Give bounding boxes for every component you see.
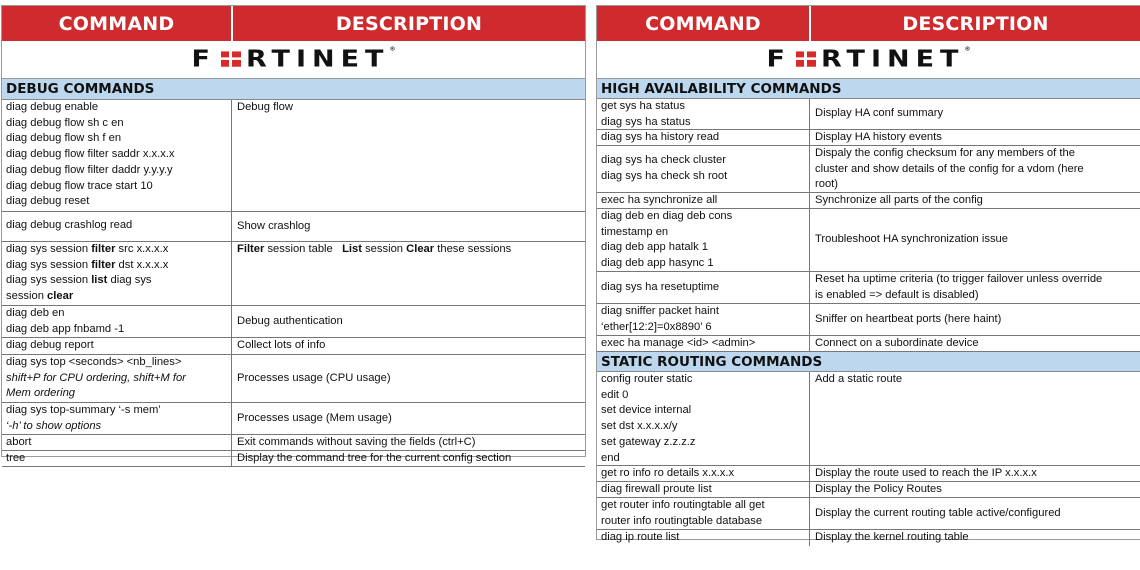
section-static-routing: STATIC ROUTING COMMANDS: [597, 352, 1140, 372]
command-header: COMMAND: [597, 6, 809, 41]
command-line: set device internal: [601, 404, 692, 417]
section-debug-commands: DEBUG COMMANDS: [2, 79, 585, 100]
command-cell: [2, 338, 231, 354]
description-text: Filter session table List session Clear these sessions: [237, 243, 512, 255]
command-line: diag debug flow filter daddr y.y.y.y: [6, 163, 173, 176]
table-row: [2, 242, 585, 306]
command-header: COMMAND: [2, 6, 231, 41]
command-line: timestamp en: [601, 225, 669, 238]
table-header: [2, 6, 585, 41]
command-line: diag deb en diag deb cons: [601, 210, 733, 222]
description-text: Troubleshoot HA synchronization issue: [815, 233, 1008, 246]
description-cell: [809, 209, 1140, 271]
table-row: [597, 304, 1140, 336]
table-row: [597, 336, 1140, 352]
fortinet-logo-row: [2, 41, 585, 79]
description-text: Debug authentication: [237, 314, 343, 327]
command-line: set gateway z.z.z.z: [601, 435, 696, 448]
ha-routing-commands-panel: [596, 5, 1140, 544]
description-text: Dispaly the config checksum for any members of the: [815, 147, 1075, 159]
table-row: [2, 435, 585, 451]
command-line: shift+P for CPU ordering, shift+M for: [6, 371, 186, 384]
command-line: edit 0: [601, 388, 629, 401]
table-row: [597, 130, 1140, 146]
command-line: ‘ether[12:2]=0x8890’ 6: [601, 320, 712, 333]
command-line: diag sys session filter dst x.x.x.x: [6, 258, 169, 271]
command-cell: [597, 272, 809, 303]
command-cell: [597, 530, 809, 546]
description-cell: [231, 242, 585, 305]
command-line: diag sys ha status: [601, 115, 691, 128]
command-cell: [597, 498, 809, 529]
description-text: Processes usage (Mem usage): [237, 411, 392, 424]
description-header: DESCRIPTION: [809, 6, 1140, 41]
table-row: [2, 212, 585, 242]
command-line: end: [601, 451, 620, 464]
command-line: session clear: [6, 290, 74, 303]
command-cell: [2, 306, 231, 337]
command-cell: [2, 100, 231, 211]
command-cell: [597, 372, 809, 465]
command-line: diag deb app hasync 1: [601, 257, 714, 270]
command-line: get sys ha status: [601, 100, 685, 112]
description-text: Display the current routing table active/configured: [815, 506, 1061, 519]
command-line: diag sys top-summary ‘-s mem’: [6, 404, 161, 416]
command-line: diag debug reset: [6, 195, 90, 208]
command-line: diag debug report: [6, 339, 94, 351]
description-text: Display the command tree for the current config section: [237, 451, 512, 464]
command-line: diag debug crashlog read: [6, 219, 133, 231]
command-cell: [597, 336, 809, 351]
description-cell: [231, 451, 585, 466]
command-line: exec ha manage <id> <admin>: [601, 337, 756, 349]
command-cell: [597, 304, 809, 335]
fortinet-logo: F RTINET®: [766, 46, 971, 73]
table-row: [597, 466, 1140, 482]
table-row: [2, 403, 585, 435]
description-cell: [809, 99, 1140, 129]
section-high-availability: HIGH AVAILABILITY COMMANDS: [597, 79, 1140, 99]
description-text: Display HA history events: [815, 130, 942, 143]
description-text: cluster and show details of the config for a vdom (here: [815, 162, 1084, 175]
description-cell: [231, 306, 585, 337]
description-text: Reset ha uptime criteria (to trigger failover unless override: [815, 273, 1103, 285]
command-cell: [2, 451, 231, 466]
description-cell: [809, 466, 1140, 481]
description-text: root): [815, 178, 839, 191]
debug-commands-panel: [1, 5, 586, 464]
table-row: [2, 451, 585, 467]
command-line: diag debug flow filter saddr x.x.x.x: [6, 148, 175, 161]
table-header: [597, 6, 1140, 41]
command-line: get ro info ro details x.x.x.x: [601, 467, 735, 479]
description-text: Display the route used to reach the IP x.x.x.x: [815, 466, 1037, 479]
description-cell: [809, 482, 1140, 497]
description-text: Synchronize all parts of the config: [815, 193, 983, 206]
command-line: diag sniffer packet haint: [601, 305, 719, 317]
description-cell: [231, 403, 585, 434]
description-text: Add a static route: [815, 373, 903, 385]
command-line: tree: [6, 452, 26, 464]
description-text: Connect on a subordinate device: [815, 336, 979, 349]
description-cell: [231, 212, 585, 241]
command-line: set dst x.x.x.x/y: [601, 420, 678, 433]
description-cell: [809, 336, 1140, 351]
description-text: Display the kernel routing table: [815, 531, 969, 544]
description-cell: [231, 100, 585, 211]
description-text: Collect lots of info: [237, 339, 326, 352]
table-row: [597, 530, 1140, 546]
description-text: is enabled => default is disabled): [815, 288, 979, 301]
command-line: diag sys session filter src x.x.x.x: [6, 243, 169, 255]
command-cell: [597, 466, 809, 481]
command-line: diag sys top <seconds> <nb_lines>: [6, 356, 182, 368]
command-line: diag deb app hatalk 1: [601, 241, 708, 254]
table-row: [2, 306, 585, 338]
command-line: exec ha synchronize all: [601, 194, 718, 206]
command-cell: [597, 146, 809, 192]
command-line: diag deb en: [6, 307, 65, 319]
description-cell: [231, 355, 585, 402]
table-row: [597, 146, 1140, 193]
description-cell: [809, 146, 1140, 192]
command-line: diag sys session list diag sys: [6, 274, 152, 287]
command-line: diag sys ha check sh root: [601, 169, 728, 182]
command-cell: [2, 355, 231, 402]
description-cell: [231, 435, 585, 450]
command-cell: [2, 212, 231, 241]
table-row: [597, 372, 1140, 466]
command-cell: [597, 99, 809, 129]
fortinet-logo: F RTINET®: [191, 46, 396, 73]
command-cell: [2, 403, 231, 434]
description-cell: [809, 304, 1140, 335]
command-line: diag debug enable: [6, 101, 99, 113]
command-cell: [597, 209, 809, 271]
description-cell: [809, 498, 1140, 529]
table-row: [2, 100, 585, 212]
description-cell: [809, 130, 1140, 145]
fortinet-logo-row: [597, 41, 1140, 79]
table-row: [597, 209, 1140, 272]
description-text: Display HA conf summary: [815, 107, 944, 120]
table-row: [2, 355, 585, 403]
command-line: get router info routingtable all get: [601, 499, 765, 511]
command-line: ‘-h’ to show options: [6, 419, 102, 432]
command-line: diag sys ha history read: [601, 131, 720, 143]
table-row: [2, 338, 585, 355]
command-line: diag debug flow sh c en: [6, 116, 124, 129]
table-row: [597, 498, 1140, 530]
description-text: Exit commands without saving the fields (ctrl+C): [237, 435, 476, 448]
description-text: Processes usage (CPU usage): [237, 371, 391, 384]
command-cell: [597, 130, 809, 145]
description-text: Sniffer on heartbeat ports (here haint): [815, 312, 1002, 325]
description-text: Show crashlog: [237, 219, 311, 232]
description-header: DESCRIPTION: [231, 6, 585, 41]
command-line: Mem ordering: [6, 387, 76, 400]
command-line: diag deb app fnbamd -1: [6, 322, 125, 335]
command-cell: [2, 242, 231, 305]
command-line: diag sys ha resetuptime: [601, 281, 720, 293]
description-cell: [809, 193, 1140, 208]
description-text: Debug flow: [237, 101, 293, 113]
table-row: [597, 482, 1140, 498]
description-text: Display the Policy Routes: [815, 482, 942, 495]
command-cell: [597, 482, 809, 497]
description-cell: [231, 338, 585, 354]
description-cell: [809, 372, 1140, 465]
table-row: [597, 99, 1140, 130]
command-line: abort: [6, 436, 32, 448]
command-line: diag ip route list: [601, 531, 680, 543]
command-line: config router static: [601, 373, 693, 385]
description-cell: [809, 530, 1140, 546]
table-row: [597, 272, 1140, 304]
command-line: diag debug flow sh f en: [6, 132, 122, 145]
command-line: diag firewall proute list: [601, 483, 712, 495]
table-row: [597, 193, 1140, 209]
command-line: router info routingtable database: [601, 514, 763, 527]
command-cell: [597, 193, 809, 208]
command-line: diag debug flow trace start 10: [6, 179, 153, 192]
description-cell: [809, 272, 1140, 303]
command-cell: [2, 435, 231, 450]
command-line: diag sys ha check cluster: [601, 154, 726, 166]
